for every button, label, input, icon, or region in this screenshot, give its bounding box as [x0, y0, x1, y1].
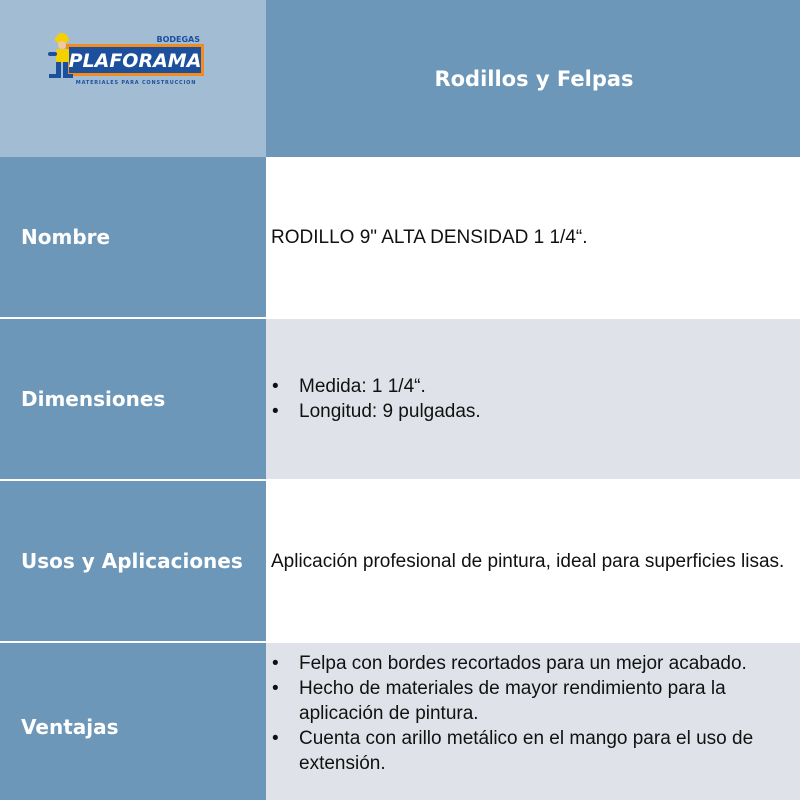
plaforama-logo	[44, 30, 206, 88]
logo-brand-text: PLAFORAMA	[68, 50, 202, 72]
page-title: Rodillos y Felpas	[266, 0, 800, 157]
row-label-usos: Usos y Aplicaciones	[0, 481, 266, 643]
list-item: • Medida: 1 1/4“.	[271, 374, 481, 399]
logo-top-text: BODEGAS	[156, 35, 200, 44]
table-row	[0, 157, 800, 319]
logo-cell	[0, 0, 266, 157]
list-item: • Longitud: 9 pulgadas.	[271, 399, 481, 424]
list-item: • Felpa con bordes recortados para un mejor acabado.	[271, 651, 796, 676]
row-value-usos	[266, 481, 800, 643]
row-value-ventajas	[266, 643, 800, 800]
row-label-nombre: Nombre	[0, 157, 266, 319]
product-name: RODILLO 9" ALTA DENSIDAD 1 1/4“.	[271, 226, 588, 248]
advantages-list	[271, 651, 796, 776]
table-row	[0, 319, 800, 481]
table-row	[0, 481, 800, 643]
header-row	[0, 0, 800, 157]
row-label-dimensiones: Dimensiones	[0, 319, 266, 481]
usage-text: Aplicación profesional de pintura, ideal para superficies lisas.	[271, 550, 785, 572]
dimensions-list	[271, 374, 481, 424]
row-value-nombre	[266, 157, 800, 319]
list-item: • Hecho de materiales de mayor rendimiento para la aplicación de pintura.	[271, 676, 796, 726]
row-label-ventajas: Ventajas	[0, 643, 266, 800]
row-value-dimensiones	[266, 319, 800, 481]
logo-tagline-text: MATERIALES PARA CONSTRUCCION	[75, 80, 197, 86]
table-row	[0, 643, 800, 800]
list-item: • Cuenta con arillo metálico en el mango para el uso de extensión.	[271, 726, 796, 776]
